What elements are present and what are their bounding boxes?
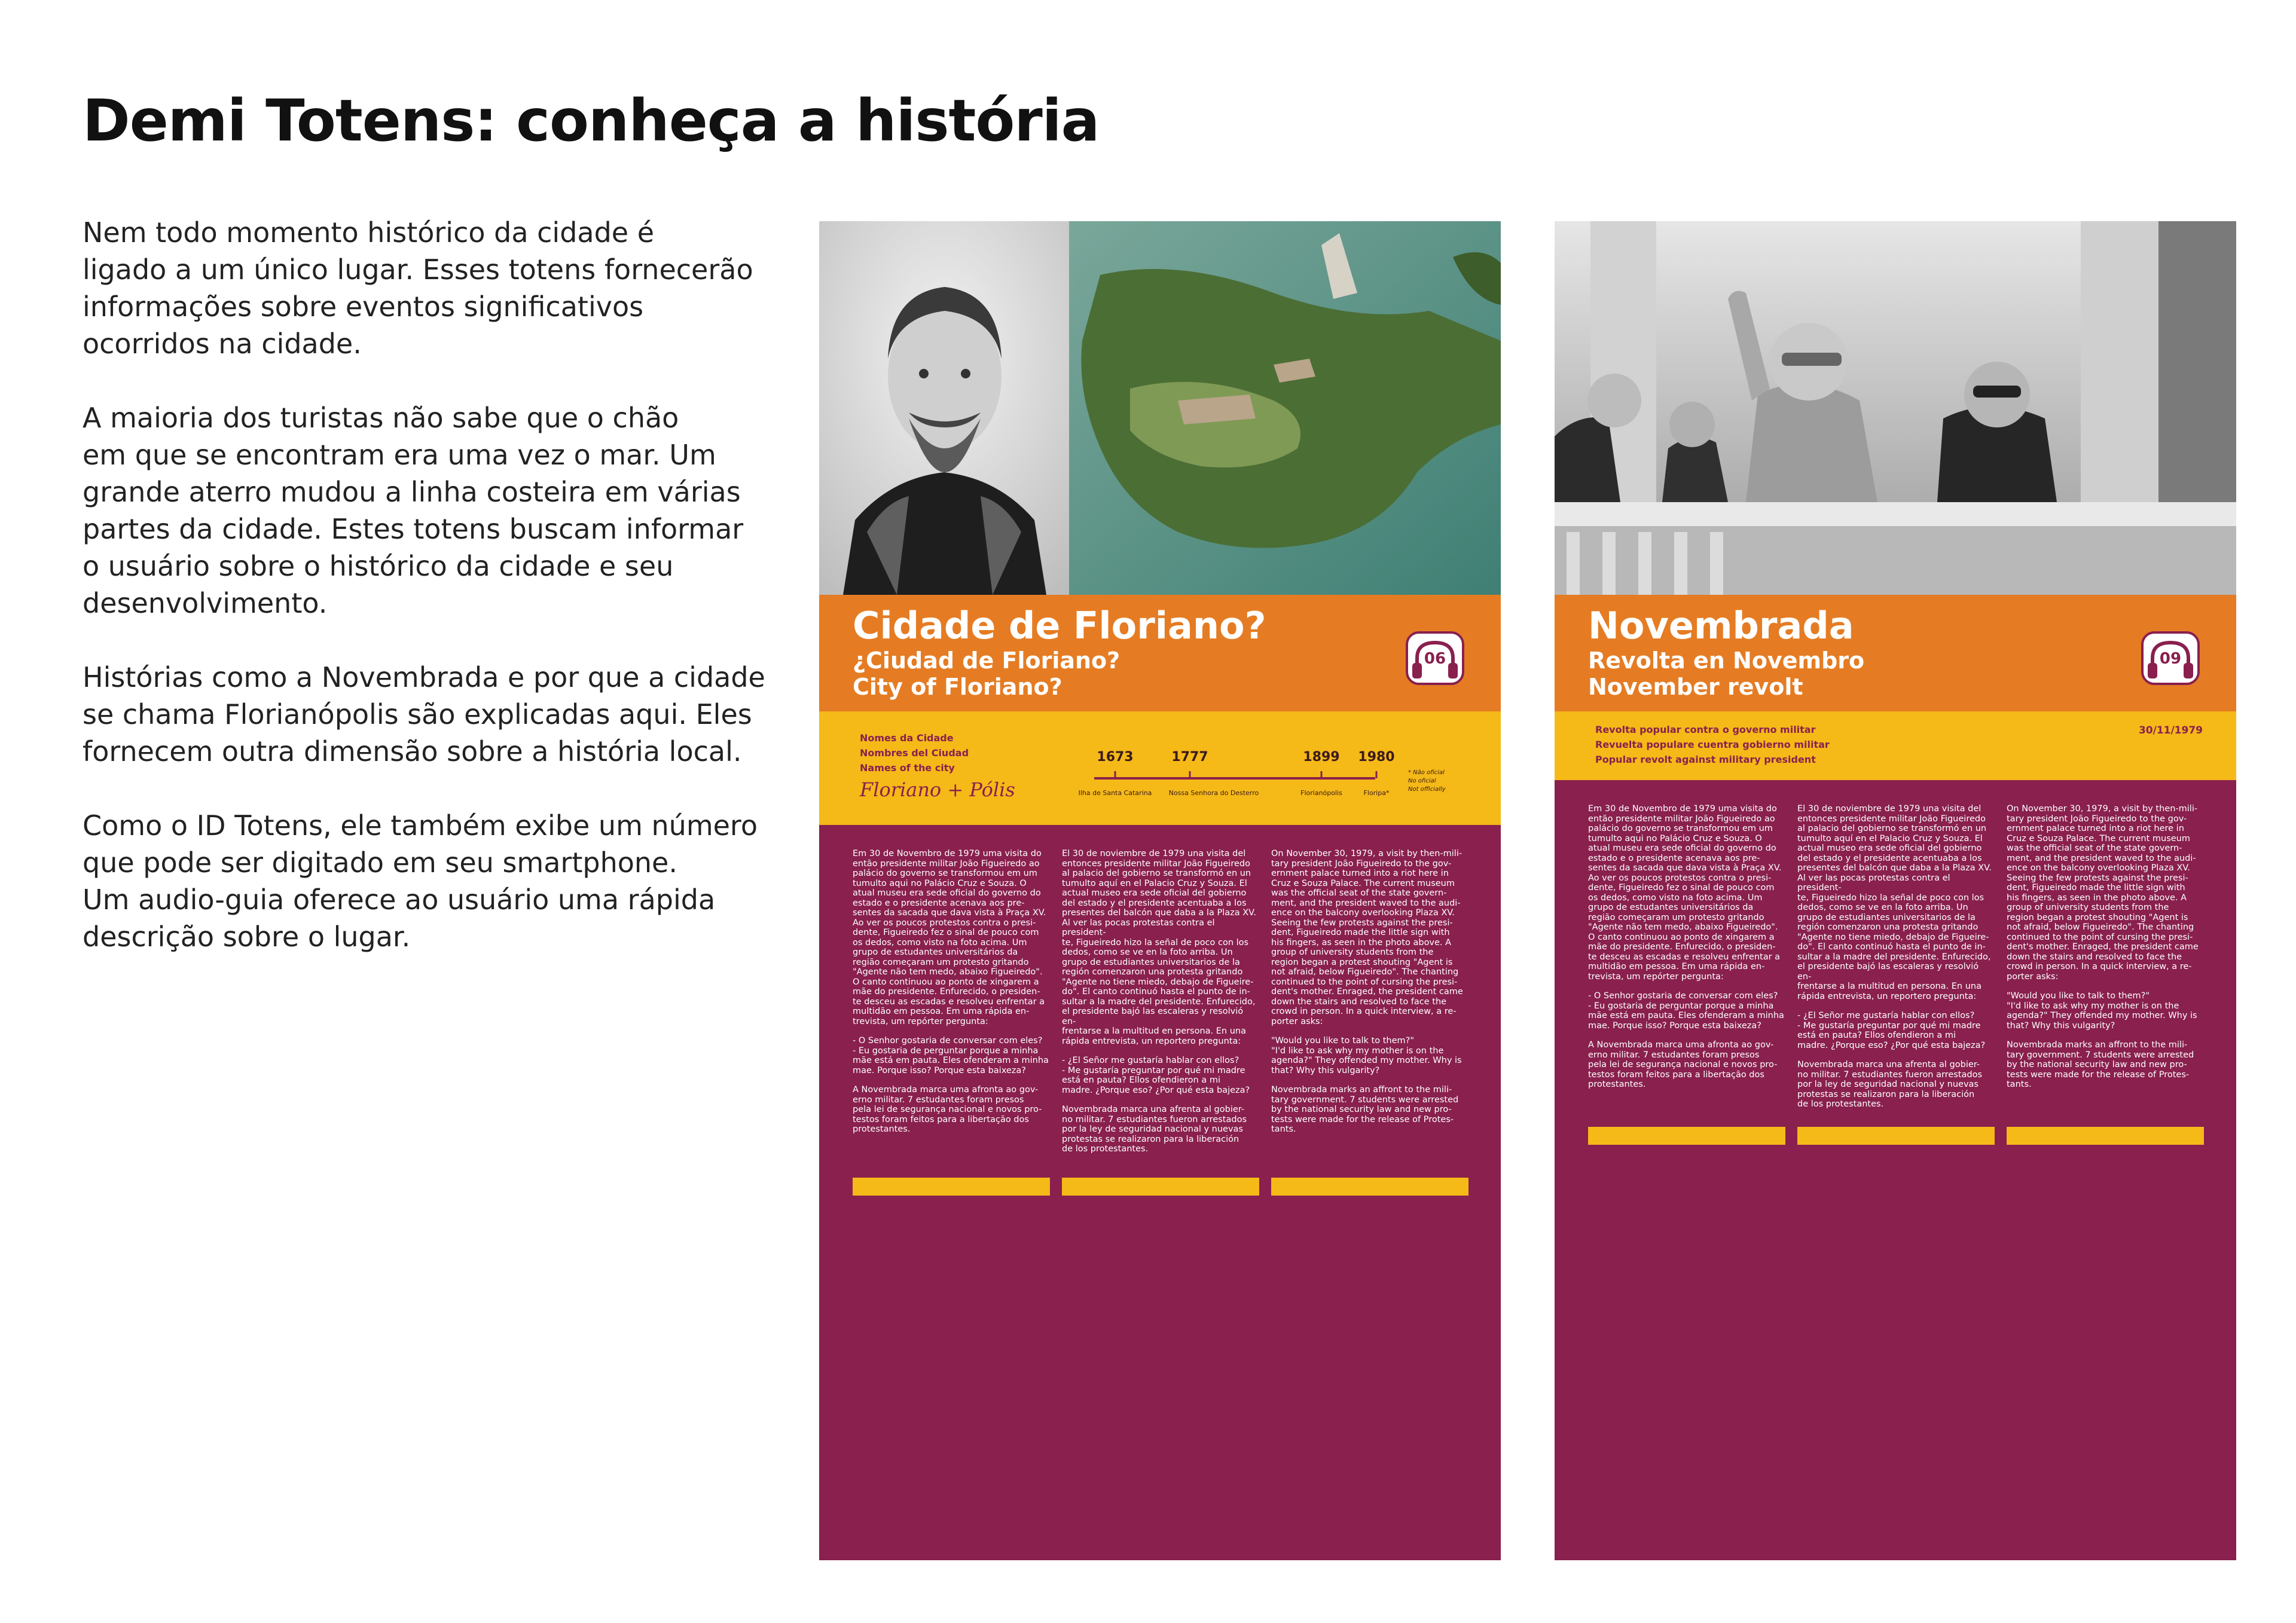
- column-es: [1797, 804, 1995, 1119]
- subtitle-en: November revolt: [1588, 674, 1803, 700]
- totem-floriano: [819, 221, 1501, 1560]
- timeline-note: [1408, 769, 1446, 794]
- divider-bar: [853, 1178, 1050, 1196]
- label-en: Popular revolt against military president: [1595, 754, 1816, 765]
- intro-text: [83, 214, 776, 992]
- audio-number: 06: [1424, 650, 1446, 668]
- label-pt: Nomes da Cidade: [860, 732, 954, 744]
- paragraph: A Novembrada marca uma afronta ao gov- erno militar. 7 estudantes foram presos pela lei de segurança nacional e novos pro- testos foram feitos para a libertação dos protestantes.: [1588, 1040, 1778, 1089]
- intro-paragraph: Nem todo momento histórico da cidade é ligado a um único lugar. Esses totens fornecerão informações sobre eventos significativos ocorridos na cidade.: [83, 216, 753, 360]
- totem-subtitles: [853, 647, 1120, 700]
- label-es: Revuelta populare cuentra gobierno militar: [1595, 739, 1830, 750]
- paragraph: "Would you like to talk to them?" "I'd like to ask why my mother is on the agenda?" They offended my mother. Why is that? Why this vulgarity?: [2007, 991, 2197, 1031]
- subtitle-es: ¿Ciudad de Floriano?: [853, 647, 1120, 674]
- paragraph: "Would you like to talk to them?" "I'd like to ask why my mother is on the agenda?" They offended my mother. Why is that? Why this vulgarity?: [1271, 1036, 1462, 1075]
- paragraph: - ¿El Señor me gustaría hablar con ellos? - Me gustaría preguntar por qué mi madre está en pauta? Ellos ofendieron a mi madre. ¿Porque eso? ¿Por qué esta bajeza?: [1062, 1056, 1250, 1095]
- timeline-place: Floripa*: [1363, 789, 1390, 797]
- intro-paragraph: Histórias como a Novembrada e por que a cidade se chama Florianópolis são explicadas aqui. Eles fornecem outra dimensão sobre a história local.: [83, 661, 765, 768]
- timeline-place: Florianópolis: [1300, 789, 1342, 797]
- timeline-year: 1673: [1097, 750, 1134, 765]
- totem-subtitles: [1588, 647, 1864, 700]
- intro-paragraph: A maioria dos turistas não sabe que o chão em que se encontram era uma vez o mar. Um grande aterro mudou a linha costeira em várias partes da cidade. Estes totens buscam informar o usuário sobre o histórico da cidade e seu desenvolvimento.: [83, 402, 744, 619]
- paragraph: El 30 de noviembre de 1979 una visita del entonces presidente militar João Figueiredo al palacio del gobierno se transformó en un tumulto aquí en el Palacio Cruz y Souza. El actual museo era sede oficial del gobierno del estado y el presidente acentuaba a los presentes del balcón que daba a la Plaza XV. Al ver las pocas protestas contra el president- te, Figueiredo hizo la señal de poco con los dedos, como se ve en la foto arriba. Un grupo de estudiantes universitarios de la región comenzaron una protesta gritando "Agente no tiene miedo, debajo de Figueire- do". El canto continuó hasta el punto de in- sultar a la madre del presidente. Enfurecido, el presidente bajó las escaleras y resolvió en- frentarse a la multitud en persona. En una rápida entrevista, un reportero pregunta:: [1062, 849, 1256, 1046]
- column-en: [2007, 804, 2204, 1119]
- timeline-year: 1899: [1303, 750, 1340, 765]
- text-columns: [1588, 804, 2204, 1119]
- event-date: 30/11/1979: [2138, 725, 2203, 736]
- timeline-year: 1777: [1171, 750, 1208, 765]
- divider-bar: [2007, 1127, 2204, 1145]
- label-pt: Revolta popular contra o governo militar: [1595, 724, 1816, 735]
- paragraph: On November 30, 1979, a visit by then-mili- tary president João Figueiredo to the gov- ernment palace turned into a riot here in Cruz e Souza Palace. The current museum was the official seat of the state govern- ment, and the president waved to the audi- ence on the balcony overlooking Plaza XV. Seeing the few protests against the presi- dent, Figueiredo made the little sign with his fingers, as seen in the photo above. A group of university students from the region began a protest shouting "Agent is not afraid, below Figueiredo". The chanting continued to the point of cursing the presi- dent's mother. Enraged, the president came down the stairs and resolved to face the crowd in person. In a quick interview, a re- porter asks:: [2007, 804, 2199, 982]
- totem-photos: [819, 221, 1501, 595]
- column-bars: [853, 1178, 1468, 1196]
- audio-guide-badge: [2141, 631, 2200, 686]
- totem-info-band: [1555, 711, 2236, 780]
- totem-photos: [1555, 221, 2236, 595]
- timeline-line: [819, 711, 1501, 825]
- balcony-photo: [1555, 221, 2236, 595]
- paragraph: El 30 de noviembre de 1979 una visita del entonces presidente militar João Figueiredo al palacio del gobierno se transformó en un tumulto aquí en el Palacio Cruz y Souza. El actual museo era sede oficial del gobierno del estado y el presidente acentuaba a los presentes del balcón que daba a la Plaza XV. Al ver las pocas protestas contra el president- te, Figueiredo hizo la señal de poco con los dedos, como se ve en la foto arriba. Un grupo de estudiantes universitarios de la región comenzaron una protesta gritando "Agente no tiene miedo, debajo de Figueire- do". El canto continuó hasta el punto de in- sultar a la madre del presidente. Enfurecido, el presidente bajó las escaleras y resolvió en- frentarse a la multitud en persona. En una rápida entrevista, un reportero pregunta:: [1797, 804, 1992, 1001]
- note-line: Not officially: [1408, 786, 1446, 793]
- text-columns: [853, 849, 1468, 1164]
- subtitle-en: City of Floriano?: [853, 674, 1062, 700]
- subtitle-es: Revolta en Novembro: [1588, 647, 1865, 674]
- note-line: * Não oficial: [1408, 769, 1445, 776]
- page-title: Demi Totens: conheça a história: [83, 87, 1100, 154]
- name-origin: Floriano + Pólis: [860, 778, 1015, 801]
- paragraph: Novembrada marks an affront to the mili- tary government. 7 students were arrested by the national security law and new pro- tests were made for the release of Protes- tants.: [2007, 1040, 2194, 1089]
- divider-bar: [1062, 1178, 1259, 1196]
- timeline-year: 1980: [1358, 750, 1395, 765]
- totem-title: Cidade de Floriano?: [853, 604, 1266, 647]
- divider-bar: [1588, 1127, 1785, 1145]
- paragraph: - O Senhor gostaria de conversar com eles? - Eu gostaria de perguntar porque a minha mãe está em pauta. Eles ofenderam a minha mae. Porque isso? Porque esta baixeza?: [1588, 991, 1784, 1031]
- paragraph: - O Senhor gostaria de conversar com eles? - Eu gostaria de perguntar porque a minha mãe está em pauta. Eles ofenderam a minha mae. Porque isso? Porque esta baixeza?: [853, 1036, 1049, 1075]
- paragraph: Em 30 de Novembro de 1979 uma visita do então presidente militar João Figueiredo ao palácio do governo se transformou em um tumulto aqui no Palácio Cruz e Souza. O atual museu era sede oficial do governo do estado e o presidente acenava aos pre- sentes da sacada que dava vista à Praça XV. Ao ver os poucos protestos contra o presi- dente, Figueiredo fez o sinal de pouco com os dedos, como visto na foto acima. Um grupo de estudantes universitários da região começaram um protesto gritando "Agente não tem medo, abaixo Figueiredo". O canto continuou ao ponto de xingarem a mãe do presidente. Enfurecido, o presiden- te desceu as escadas e resolveu enfrentar a multidão em pessoa. Em uma rápida en- trevista, um repórter pergunta:: [1588, 804, 1782, 982]
- column-en: [1271, 849, 1468, 1164]
- column-pt: [1588, 804, 1785, 1119]
- totem-info-band: [819, 711, 1501, 825]
- audio-number: 09: [2159, 650, 2182, 668]
- totem-header: [1555, 595, 2236, 711]
- intro-paragraph: Como o ID Totens, ele também exibe um número que pode ser digitado em seu smartphone. Um audio-guia oferece ao usuário uma rápida descrição sobre o lugar.: [83, 809, 758, 953]
- column-bars: [1588, 1127, 2204, 1145]
- paragraph: On November 30, 1979, a visit by then-mili- tary president João Figueiredo to the gov- ernment palace turned into a riot here in Cruz e Souza Palace. The current museum was the official seat of the state govern- ment, and the president waved to the audi- ence on the balcony overlooking Plaza XV. Seeing the few protests against the presi- dent, Figueiredo made the little sign with his fingers, as seen in the photo above. A group of university students from the region began a protest shouting "Agent is not afraid, below Figueiredo". The chanting continued to the point of cursing the presi- dent's mother. Enraged, the president came down the stairs and resolved to face the crowd in person. In a quick interview, a re- porter asks:: [1271, 849, 1463, 1026]
- paragraph: A Novembrada marca uma afronta ao gov- erno militar. 7 estudantes foram presos pela lei de segurança nacional e novos pro- testos foram feitos para a libertação dos protestantes.: [853, 1085, 1042, 1134]
- paragraph: - ¿El Señor me gustaría hablar con ellos? - Me gustaría preguntar por qué mi madre está en pauta? Ellos ofendieron a mi madre. ¿Porque eso? ¿Por qué esta bajeza?: [1797, 1011, 1986, 1050]
- divider-bar: [1797, 1127, 1995, 1145]
- totem-novembrada: [1555, 221, 2236, 1560]
- note-line: No oficial: [1408, 778, 1436, 784]
- label-es: Nombres del Ciudad: [860, 747, 969, 759]
- divider-bar: [1271, 1178, 1468, 1196]
- portrait-and-aerial-photo: [819, 221, 1501, 595]
- column-pt: [853, 849, 1050, 1164]
- totem-header: [819, 595, 1501, 711]
- revolt-labels: [1595, 722, 1830, 767]
- timeline-place: Nossa Senhora do Desterro: [1168, 789, 1259, 797]
- timeline-place: Ilha de Santa Catarina: [1078, 789, 1152, 797]
- totem-title: Novembrada: [1588, 604, 1854, 647]
- paragraph: Novembrada marca una afrenta al gobier- no militar. 7 estudiantes fueron arrestados por la ley de seguridad nacional y nuevas protestas se realizaron para la liberación de los protestantes.: [1797, 1060, 1983, 1109]
- column-es: [1062, 849, 1259, 1164]
- paragraph: Novembrada marks an affront to the mili- tary government. 7 students were arrested by the national security law and new pro- tests were made for the release of Protes- tants.: [1271, 1085, 1459, 1134]
- audio-guide-badge: [1405, 631, 1465, 686]
- paragraph: Em 30 de Novembro de 1979 uma visita do então presidente militar João Figueiredo ao palácio do governo se transformou em um tumulto aqui no Palácio Cruz e Souza. O atual museu era sede oficial do governo do estado e o presidente acenava aos pre- sentes da sacada que dava vista à Praça XV. Ao ver os poucos protestos contra o presi- dente, Figueiredo fez o sinal de pouco com os dedos, como visto na foto acima. Um grupo de estudantes universitários da região começaram um protesto gritando "Agente não tem medo, abaixo Figueiredo". O canto continuou ao ponto de xingarem a mãe do presidente. Enfurecido, o presiden- te desceu as escadas e resolveu enfrentar a multidão em pessoa. Em uma rápida en- trevista, um repórter pergunta:: [853, 849, 1046, 1026]
- paragraph: Novembrada marca una afrenta al gobier- no militar. 7 estudiantes fueron arrestados por la ley de seguridad nacional y nuevas protestas se realizaron para la liberación de los protestantes.: [1062, 1105, 1247, 1154]
- label-en: Names of the city: [860, 762, 955, 774]
